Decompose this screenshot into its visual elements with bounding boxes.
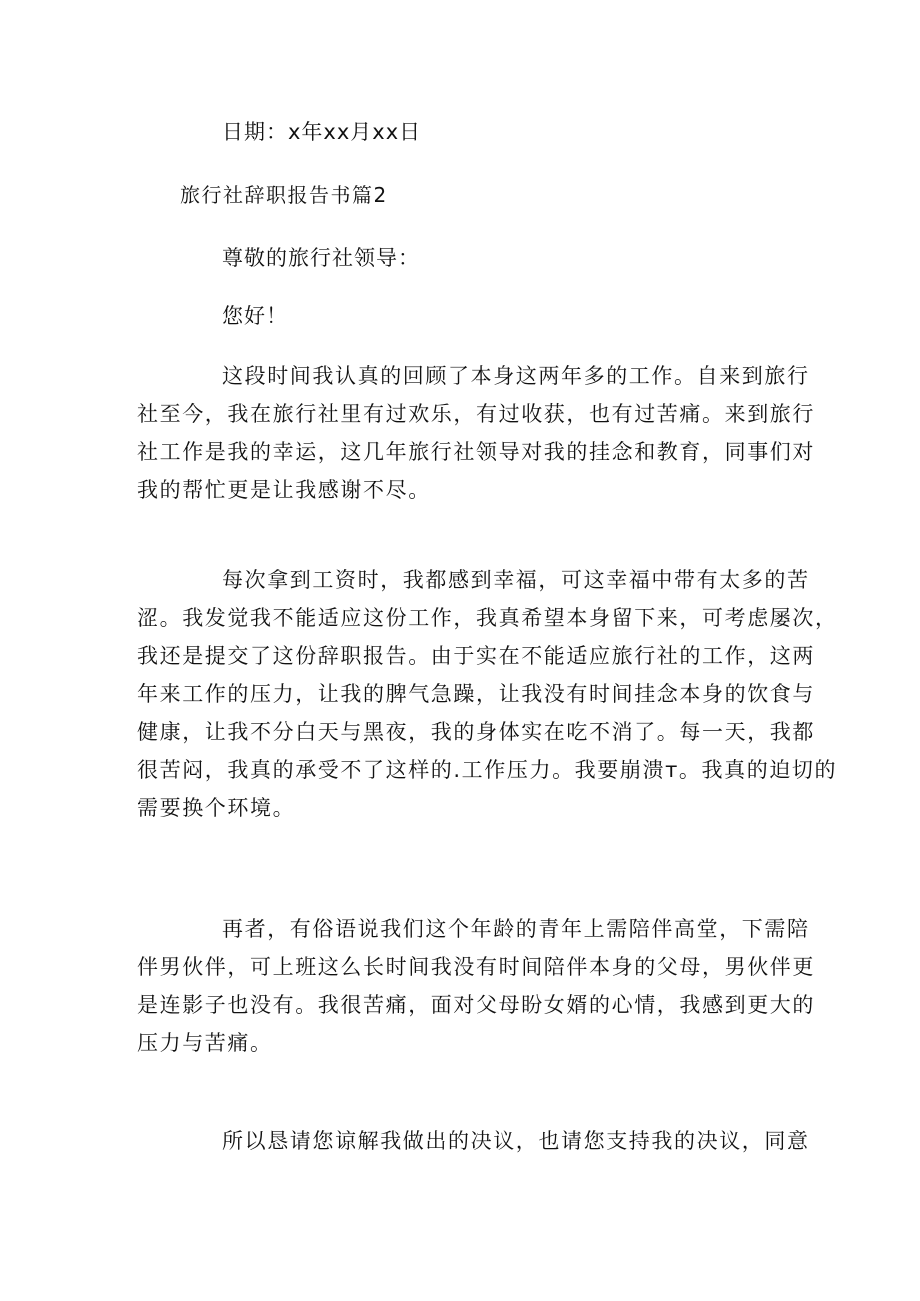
paragraph-line: 这段时间我认真的回顾了本身这两年多的工作。自来到旅行: [222, 364, 810, 388]
paragraph-line: 是连影子也没有。我很苦痛，面对父母盼女婿的心情，我感到更大的: [137, 993, 815, 1017]
paragraph-line: 所以恳请您谅解我做出的决议，也请您支持我的决议，同意: [222, 1129, 810, 1153]
paragraph-line: 压力与苦痛。: [137, 1031, 273, 1055]
paragraph-line: 我还是提交了这份辞职报告。由于实在不能适应旅行社的工作，这两: [137, 644, 815, 668]
paragraph-1: [137, 357, 815, 509]
paragraph-3: [137, 910, 815, 1062]
paragraph-line: 社至今，我在旅行社里有过欢乐，有过收获，也有过苦痛。来到旅行: [137, 402, 815, 426]
paragraph-line: 我的帮忙更是让我感谢不尽。: [137, 478, 431, 502]
paragraph-line: 涩。我发觉我不能适应这份工作，我真希望本身留下来，可考虑屡次，: [137, 606, 838, 630]
paragraph-line: 年来工作的压力，让我的脾气急躁，让我没有时间挂念本身的饮食与: [137, 682, 815, 706]
paragraph-line: 伴男伙伴，可上班这么长时间我没有时间陪伴本身的父母，男伙伴更: [137, 955, 815, 979]
paragraph-line: 很苦闷，我真的承受不了这样的.工作压力。我要崩溃т。我真的迫切的: [137, 758, 838, 782]
salutation: 尊敬的旅行社领导：: [222, 246, 420, 270]
greeting: 您好！: [222, 304, 288, 328]
date-line: 日期：x年xx月xx日: [222, 120, 422, 144]
paragraph-line: 社工作是我的幸运，这几年旅行社领导对我的挂念和教育，同事们对: [137, 440, 815, 464]
document-title: 旅行社辞职报告书篇2: [180, 183, 388, 207]
paragraph-line: 健康，让我不分白天与黑夜，我的身体实在吃不消了。每一天，我都: [137, 720, 815, 744]
paragraph-4: [137, 1122, 810, 1160]
paragraph-line: 每次拿到工资时，我都感到幸福，可这幸福中带有太多的苦: [222, 568, 810, 592]
paragraph-line: 再者，有俗语说我们这个年龄的青年上需陪伴高堂，下需陪: [222, 917, 810, 941]
paragraph-line: 需要换个环境。: [137, 796, 296, 820]
paragraph-2: [137, 561, 838, 827]
